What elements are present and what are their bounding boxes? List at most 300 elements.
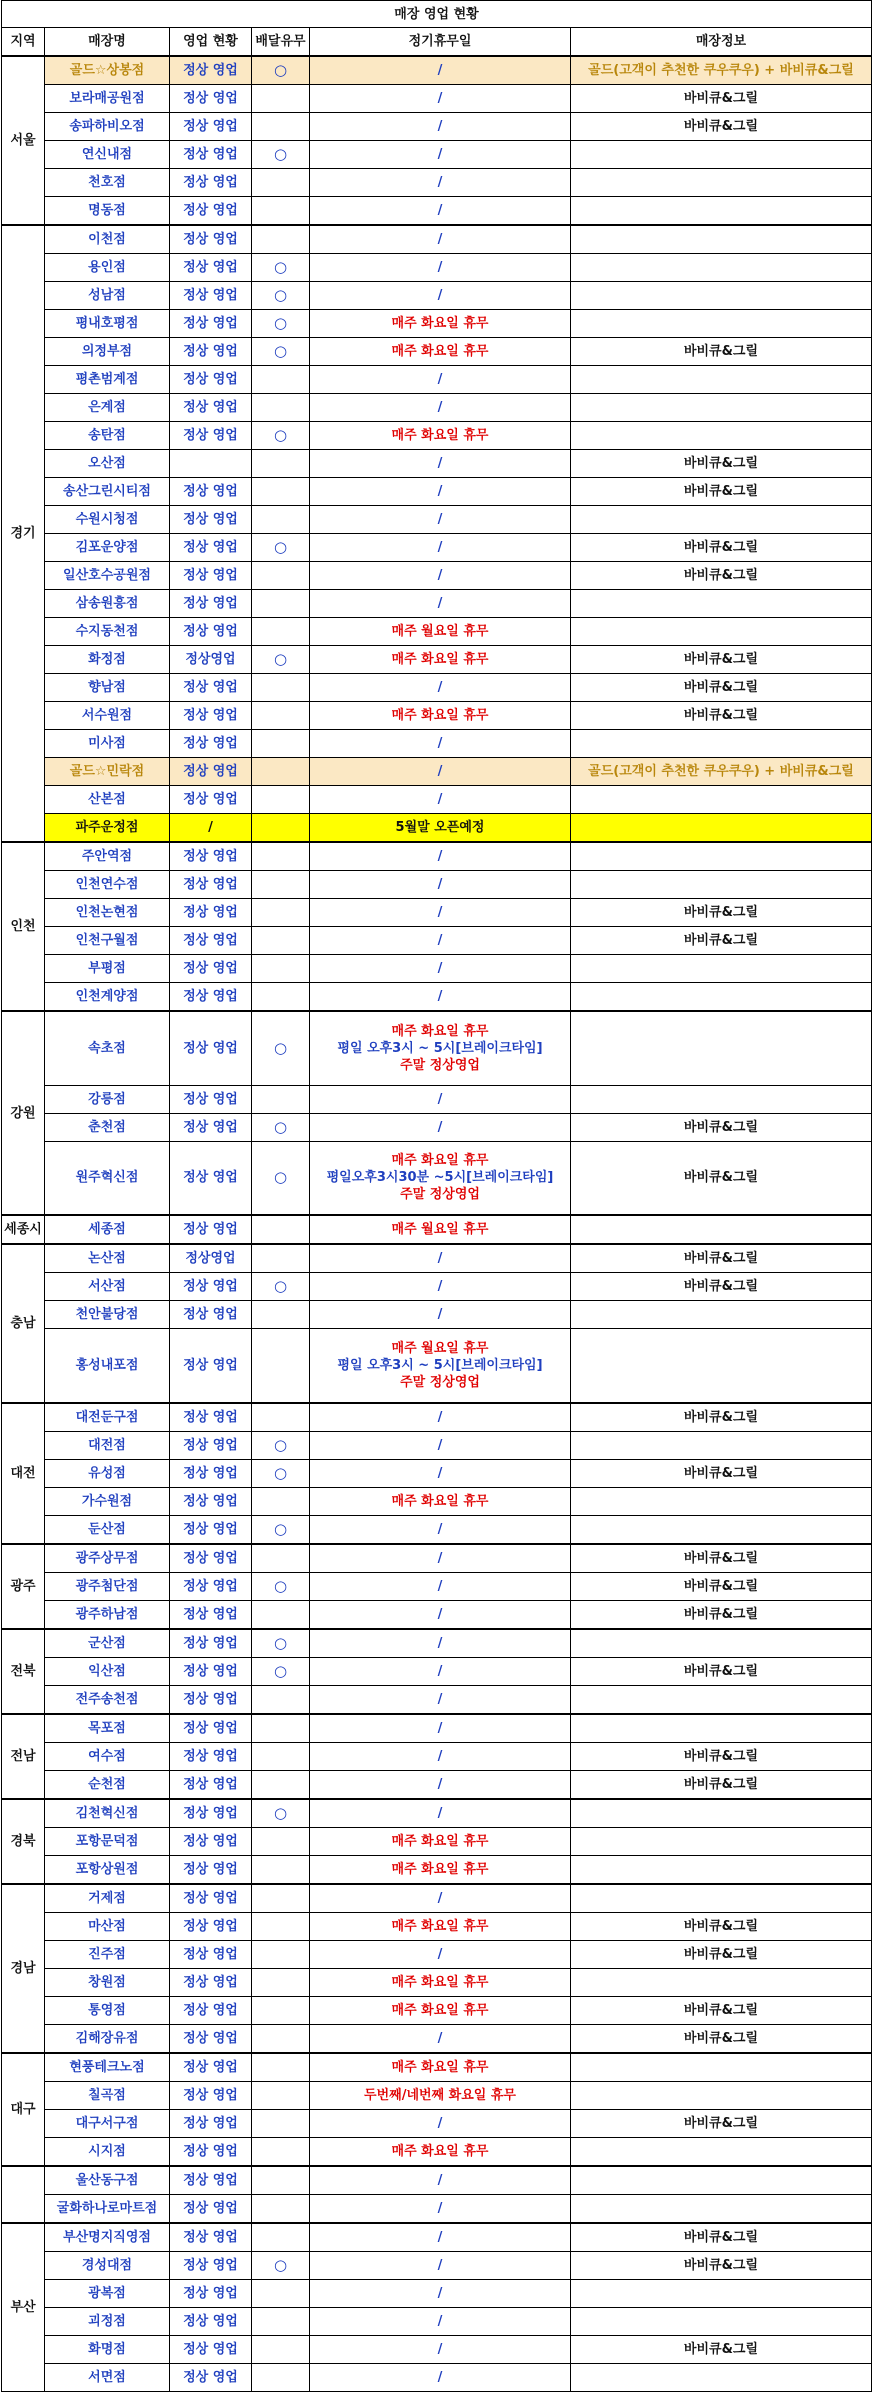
store-status: 정상 영업: [170, 1912, 252, 1940]
table-row: [2, 590, 872, 618]
store-name: 천호점: [45, 169, 170, 197]
delivery-circle-icon: ○: [273, 426, 288, 444]
holiday-cell: /: [310, 1301, 571, 1329]
store-name: 경성대점: [45, 2251, 170, 2279]
delivery-circle-icon: ○: [273, 314, 288, 332]
store-status: 정상 영업: [170, 758, 252, 786]
delivery-cell: [252, 1572, 310, 1600]
delivery-cell: [252, 2081, 310, 2109]
delivery-cell: [252, 2279, 310, 2307]
delivery-cell: [252, 730, 310, 758]
store-status: 정상 영업: [170, 955, 252, 983]
holiday-cell: /: [310, 2363, 571, 2391]
header-region: 지역: [2, 28, 45, 57]
store-name: 거제점: [45, 1884, 170, 1913]
holiday-cell: 매주 월요일 휴무: [310, 1215, 571, 1244]
delivery-cell: [252, 422, 310, 450]
store-status: 정상영업: [170, 646, 252, 674]
store-name: 서산점: [45, 1273, 170, 1301]
holiday-cell: 매주 화요일 휴무: [310, 422, 571, 450]
delivery-cell: [252, 254, 310, 282]
holiday-line: 평일 오후3시 ~ 5시[브레이크타임]: [337, 1040, 543, 1056]
delivery-cell: [252, 1273, 310, 1301]
store-status: 정상 영업: [170, 394, 252, 422]
store-status: 정상 영업: [170, 141, 252, 169]
store-info: [571, 871, 872, 899]
table-row: [2, 366, 872, 394]
holiday-cell: /: [310, 1515, 571, 1544]
store-info: [571, 1515, 872, 1544]
store-info: [571, 1301, 872, 1329]
table-row: [2, 1657, 872, 1685]
table-row: [2, 1629, 872, 1658]
store-status: 정상 영업: [170, 1770, 252, 1799]
delivery-cell: [252, 842, 310, 871]
store-status: 정상 영업: [170, 1487, 252, 1515]
store-name: 진주점: [45, 1940, 170, 1968]
delivery-cell: [252, 1600, 310, 1629]
store-info: [571, 618, 872, 646]
table-row: [2, 113, 872, 141]
store-name: 미사점: [45, 730, 170, 758]
holiday-cell: 매주 화요일 휴무: [310, 702, 571, 730]
store-status: 정상 영업: [170, 1996, 252, 2024]
store-info: [571, 1968, 872, 1996]
delivery-cell: [252, 955, 310, 983]
delivery-cell: [252, 225, 310, 254]
table-row: [2, 2109, 872, 2137]
holiday-cell: /: [310, 2251, 571, 2279]
holiday-cell: 5월말 오픈예정: [310, 814, 571, 843]
store-info: [571, 1855, 872, 1884]
store-info: [571, 1487, 872, 1515]
table-row: [2, 899, 872, 927]
table-row: [2, 814, 872, 843]
table-row: [2, 1855, 872, 1884]
holiday-cell: /: [310, 2335, 571, 2363]
holiday-cell: /: [310, 590, 571, 618]
table-row: [2, 2166, 872, 2195]
store-status: 정상 영업: [170, 842, 252, 871]
store-name: 세종점: [45, 1215, 170, 1244]
store-info: [571, 2053, 872, 2082]
table-row: [2, 1085, 872, 1113]
store-name: 광복점: [45, 2279, 170, 2307]
store-status: 정상 영업: [170, 1273, 252, 1301]
holiday-cell: /: [310, 394, 571, 422]
store-status: 정상 영업: [170, 1855, 252, 1884]
store-status: 정상 영업: [170, 983, 252, 1012]
table-row: [2, 1459, 872, 1487]
delivery-cell: [252, 1770, 310, 1799]
store-status: 정상영업: [170, 1244, 252, 1273]
holiday-line: 평일오후3시30분 ~5시[브레이크타임]: [326, 1170, 554, 1186]
store-info: 바비큐&그릴: [571, 1459, 872, 1487]
store-info: [571, 197, 872, 226]
holiday-cell: /: [310, 871, 571, 899]
store-status: 정상 영업: [170, 1301, 252, 1329]
store-name: 인천연수점: [45, 871, 170, 899]
store-info: 바비큐&그릴: [571, 1572, 872, 1600]
holiday-cell: /: [310, 1273, 571, 1301]
store-status: 정상 영업: [170, 2363, 252, 2391]
store-info: 바비큐&그릴: [571, 1244, 872, 1273]
holiday-cell: /: [310, 506, 571, 534]
region-cell: 경남: [2, 1884, 45, 2053]
store-status: 정상 영업: [170, 1600, 252, 1629]
store-name: 삼송원흥점: [45, 590, 170, 618]
holiday-cell: /: [310, 786, 571, 814]
store-name: 춘천점: [45, 1113, 170, 1141]
store-name: 대구서구점: [45, 2109, 170, 2137]
table-row: [2, 1742, 872, 1770]
delivery-circle-icon: ○: [273, 1519, 288, 1538]
store-name: 포항문덕점: [45, 1827, 170, 1855]
delivery-cell: [252, 1011, 310, 1085]
delivery-cell: [252, 1141, 310, 1215]
holiday-cell: /: [310, 1572, 571, 1600]
store-status: 정상 영업: [170, 702, 252, 730]
delivery-cell: [252, 1487, 310, 1515]
delivery-cell: [252, 758, 310, 786]
table-row: [2, 197, 872, 226]
table-row: [2, 2307, 872, 2335]
delivery-cell: [252, 1996, 310, 2024]
holiday-cell: /: [310, 674, 571, 702]
holiday-cell: /: [310, 1544, 571, 1573]
store-info: [571, 1215, 872, 1244]
delivery-cell: [252, 1912, 310, 1940]
store-status: 정상 영업: [170, 1113, 252, 1141]
table-title: 매장 영업 현황: [2, 1, 872, 28]
store-name: 평내호평점: [45, 310, 170, 338]
header-info: 매장정보: [571, 28, 872, 57]
store-status: 정상 영업: [170, 56, 252, 85]
region-cell: 부산: [2, 2223, 45, 2392]
delivery-cell: [252, 646, 310, 674]
store-status: 정상 영업: [170, 1515, 252, 1544]
store-status: 정상 영업: [170, 1799, 252, 1828]
store-name: 향남점: [45, 674, 170, 702]
store-info: 바비큐&그릴: [571, 1912, 872, 1940]
store-name: 순천점: [45, 1770, 170, 1799]
store-name: 전주송천점: [45, 1685, 170, 1714]
store-status: 정상 영업: [170, 478, 252, 506]
holiday-line: 주말 정상영업: [400, 1187, 480, 1203]
holiday-cell: /: [310, 169, 571, 197]
store-info: 바비큐&그릴: [571, 1141, 872, 1215]
store-status: [170, 450, 252, 478]
table-row: [2, 1431, 872, 1459]
delivery-cell: [252, 1827, 310, 1855]
store-name: 여수점: [45, 1742, 170, 1770]
delivery-cell: [252, 590, 310, 618]
store-info: [571, 1011, 872, 1085]
store-status: 정상 영업: [170, 1141, 252, 1215]
store-info: [571, 1085, 872, 1113]
delivery-cell: [252, 1544, 310, 1573]
delivery-cell: [252, 310, 310, 338]
store-status: 정상 영업: [170, 1329, 252, 1403]
holiday-cell: 매주 화요일 휴무: [310, 338, 571, 366]
store-info: [571, 955, 872, 983]
store-info: 바비큐&그릴: [571, 2251, 872, 2279]
store-name: 골드☆민락점: [45, 758, 170, 786]
store-name: 수지동천점: [45, 618, 170, 646]
table-row: [2, 1403, 872, 1432]
table-row: [2, 1968, 872, 1996]
store-name: 시지점: [45, 2137, 170, 2166]
delivery-cell: [252, 2053, 310, 2082]
holiday-cell: /: [310, 842, 571, 871]
store-info: [571, 169, 872, 197]
store-info: [571, 1329, 872, 1403]
table-row: [2, 1329, 872, 1403]
store-status: /: [170, 814, 252, 843]
table-row: [2, 310, 872, 338]
store-info: 바비큐&그릴: [571, 2024, 872, 2053]
store-name: 통영점: [45, 1996, 170, 2024]
store-name: 파주운정점: [45, 814, 170, 843]
table-row: [2, 842, 872, 871]
store-info: 바비큐&그릴: [571, 2223, 872, 2252]
holiday-cell: /: [310, 113, 571, 141]
store-name: 용인점: [45, 254, 170, 282]
delivery-circle-icon: ○: [273, 342, 288, 360]
store-status: 정상 영업: [170, 2251, 252, 2279]
delivery-cell: [252, 1515, 310, 1544]
table-row: [2, 2279, 872, 2307]
table-row: [2, 702, 872, 730]
holiday-cell: /: [310, 730, 571, 758]
table-row: [2, 85, 872, 113]
store-name: 부평점: [45, 955, 170, 983]
delivery-cell: [252, 983, 310, 1012]
delivery-cell: [252, 1403, 310, 1432]
store-name: 성남점: [45, 282, 170, 310]
header-store: 매장명: [45, 28, 170, 57]
table-row: [2, 56, 872, 85]
holiday-cell: 매주 화요일 휴무: [310, 1968, 571, 1996]
store-info: 바비큐&그릴: [571, 534, 872, 562]
store-status: 정상 영업: [170, 618, 252, 646]
holiday-cell: /: [310, 2024, 571, 2053]
store-info: [571, 842, 872, 871]
delivery-cell: [252, 338, 310, 366]
table-row: [2, 562, 872, 590]
holiday-line: 주말 정상영업: [400, 1057, 480, 1073]
store-info: 바비큐&그릴: [571, 1600, 872, 1629]
delivery-cell: [252, 1301, 310, 1329]
store-status: 정상 영업: [170, 1968, 252, 1996]
holiday-cell: /: [310, 1431, 571, 1459]
table-row: [2, 394, 872, 422]
store-name: 은계점: [45, 394, 170, 422]
table-row: [2, 1515, 872, 1544]
holiday-cell: [310, 1141, 571, 1215]
delivery-cell: [252, 1714, 310, 1743]
store-info: [571, 2363, 872, 2391]
table-row: [2, 141, 872, 169]
store-info: 바비큐&그릴: [571, 899, 872, 927]
region-cell: 대전: [2, 1403, 45, 1544]
store-name: 울산동구점: [45, 2166, 170, 2195]
holiday-cell: 매주 화요일 휴무: [310, 1912, 571, 1940]
store-info: [571, 2137, 872, 2166]
store-status: 정상 영업: [170, 562, 252, 590]
delivery-cell: [252, 786, 310, 814]
store-name: 김천혁신점: [45, 1799, 170, 1828]
table-row: [2, 758, 872, 786]
holiday-cell: /: [310, 197, 571, 226]
delivery-circle-icon: ○: [273, 1633, 288, 1652]
holiday-line: 매주 화요일 휴무: [391, 1023, 489, 1039]
store-info: 바비큐&그릴: [571, 338, 872, 366]
holiday-cell: /: [310, 534, 571, 562]
store-name: 굴화하나로마트점: [45, 2194, 170, 2223]
table-row: [2, 2251, 872, 2279]
table-row: [2, 338, 872, 366]
store-info: 바비큐&그릴: [571, 2109, 872, 2137]
store-info: 바비큐&그릴: [571, 702, 872, 730]
table-row: [2, 1685, 872, 1714]
delivery-circle-icon: ○: [273, 1661, 288, 1680]
holiday-cell: /: [310, 282, 571, 310]
store-status: 정상 영업: [170, 338, 252, 366]
store-status-table: [1, 0, 872, 2392]
store-status: 정상 영업: [170, 2081, 252, 2109]
store-info: [571, 1431, 872, 1459]
store-status: 정상 영업: [170, 1714, 252, 1743]
table-row: [2, 422, 872, 450]
store-status: 정상 영업: [170, 1940, 252, 1968]
holiday-line: 매주 월요일 휴무: [391, 1340, 489, 1356]
region-cell: 인천: [2, 842, 45, 1011]
store-name: 인천계양점: [45, 983, 170, 1012]
store-info: 바비큐&그릴: [571, 450, 872, 478]
store-status: 정상 영업: [170, 899, 252, 927]
header-delivery: 배달유무: [252, 28, 310, 57]
holiday-cell: 매주 화요일 휴무: [310, 646, 571, 674]
store-info: 골드(고객이 추천한 쿠우쿠우) + 바비큐&그릴: [571, 56, 872, 85]
delivery-circle-icon: ○: [273, 1038, 288, 1057]
store-status: 정상 영업: [170, 310, 252, 338]
region-cell: 경북: [2, 1799, 45, 1884]
store-info: [571, 1685, 872, 1714]
store-name: 송산그린시티점: [45, 478, 170, 506]
delivery-cell: [252, 2335, 310, 2363]
holiday-cell: /: [310, 450, 571, 478]
delivery-cell: [252, 282, 310, 310]
store-name: 대전점: [45, 1431, 170, 1459]
table-row: [2, 955, 872, 983]
store-info: [571, 2194, 872, 2223]
store-name: 연신내점: [45, 141, 170, 169]
holiday-cell: /: [310, 85, 571, 113]
delivery-cell: [252, 113, 310, 141]
store-status: 정상 영업: [170, 254, 252, 282]
store-name: 산본점: [45, 786, 170, 814]
delivery-cell: [252, 1685, 310, 1714]
table-row: [2, 2053, 872, 2082]
holiday-cell: /: [310, 1629, 571, 1658]
store-status: 정상 영업: [170, 590, 252, 618]
store-name: 둔산점: [45, 1515, 170, 1544]
table-row: [2, 225, 872, 254]
holiday-cell: /: [310, 2166, 571, 2195]
store-info: 바비큐&그릴: [571, 478, 872, 506]
store-status: 정상 영업: [170, 2335, 252, 2363]
holiday-cell: /: [310, 1940, 571, 1968]
store-name: 서면점: [45, 2363, 170, 2391]
region-cell: 서울: [2, 56, 45, 225]
store-info: [571, 1629, 872, 1658]
store-status: 정상 영업: [170, 871, 252, 899]
table-row: [2, 1487, 872, 1515]
store-status: 정상 영업: [170, 2166, 252, 2195]
store-info: [571, 786, 872, 814]
store-info: [571, 1714, 872, 1743]
store-name: 명동점: [45, 197, 170, 226]
delivery-cell: [252, 1742, 310, 1770]
delivery-cell: [252, 56, 310, 85]
store-name: 김포운양점: [45, 534, 170, 562]
delivery-cell: [252, 169, 310, 197]
store-info: [571, 1827, 872, 1855]
table-row: [2, 2024, 872, 2053]
holiday-cell: /: [310, 1884, 571, 1913]
store-status: 정상 영업: [170, 113, 252, 141]
store-info: 바비큐&그릴: [571, 1770, 872, 1799]
table-row: [2, 2363, 872, 2391]
delivery-circle-icon: ○: [273, 1277, 288, 1295]
table-row: [2, 2137, 872, 2166]
store-info: [571, 1799, 872, 1828]
table-row: [2, 282, 872, 310]
store-name: 창원점: [45, 1968, 170, 1996]
store-status: 정상 영업: [170, 2109, 252, 2137]
table-row: [2, 1011, 872, 1085]
delivery-cell: [252, 1459, 310, 1487]
holiday-cell: /: [310, 1403, 571, 1432]
table-row: [2, 871, 872, 899]
holiday-line: 주말 정상영업: [400, 1374, 480, 1390]
table-row: [2, 1770, 872, 1799]
table-row: [2, 2194, 872, 2223]
table-row: [2, 1884, 872, 1913]
delivery-cell: [252, 85, 310, 113]
store-name: 인천논현점: [45, 899, 170, 927]
delivery-cell: [252, 1968, 310, 1996]
store-name: 수원시청점: [45, 506, 170, 534]
delivery-circle-icon: ○: [273, 61, 288, 79]
header-holiday: 정기휴무일: [310, 28, 571, 57]
store-status: 정상 영업: [170, 169, 252, 197]
delivery-cell: [252, 1329, 310, 1403]
region-cell: 세종시: [2, 1215, 45, 1244]
store-status: 정상 영업: [170, 2194, 252, 2223]
store-status: 정상 영업: [170, 506, 252, 534]
delivery-cell: [252, 2223, 310, 2252]
store-name: 골드☆상봉점: [45, 56, 170, 85]
delivery-cell: [252, 1215, 310, 1244]
table-row: [2, 1572, 872, 1600]
holiday-cell: /: [310, 927, 571, 955]
store-name: 괴정점: [45, 2307, 170, 2335]
store-name: 광주하남점: [45, 1600, 170, 1629]
holiday-cell: /: [310, 1799, 571, 1828]
table-row: [2, 1141, 872, 1215]
